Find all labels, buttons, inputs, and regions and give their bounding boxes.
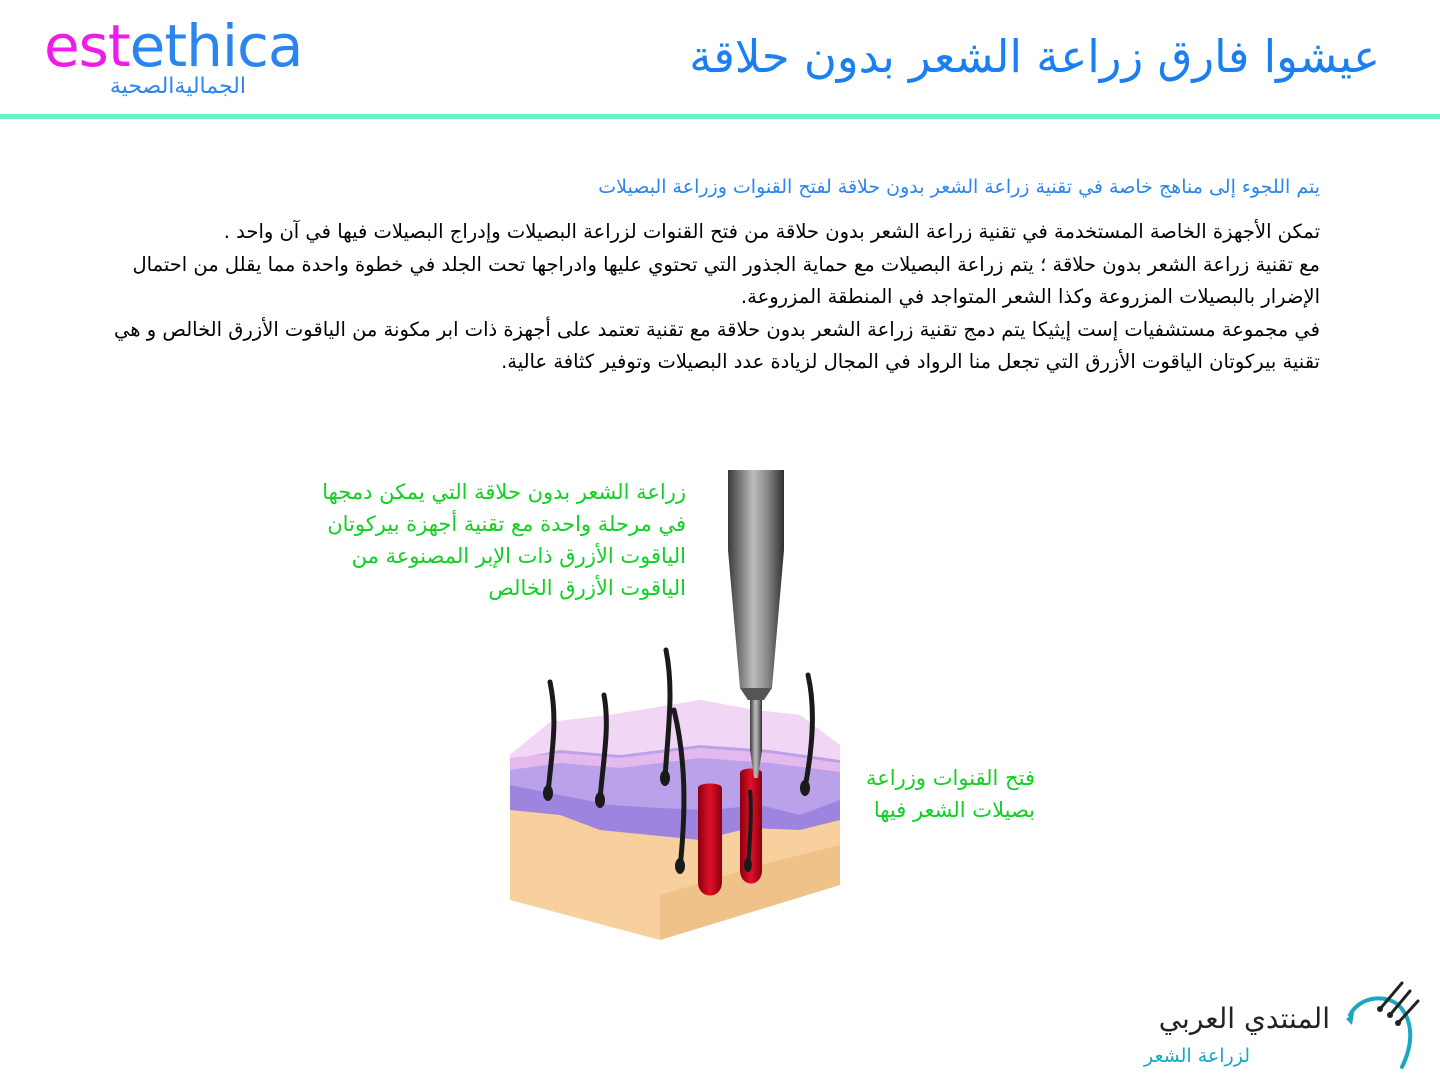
section-subheading: يتم اللجوء إلى مناهج خاصة في تقنية زراعة الشعر بدون حلاقة لفتح القنوات وزراعة البصيلات xyxy=(598,176,1320,198)
page-title: عيشوا فارق زراعة الشعر بدون حلاقة xyxy=(689,30,1380,83)
header-divider xyxy=(0,114,1440,119)
forum-brand-tagline: لزراعة الشعر xyxy=(1144,1045,1250,1067)
body-paragraph: تمكن الأجهزة الخاصة المستخدمة في تقنية زراعة الشعر بدون حلاقة من فتح القنوات لزراعة البصيلات وإدراج البصيلات فيها في آن واحد . xyxy=(223,220,1320,243)
logo-part-1: est xyxy=(44,12,130,80)
body-paragraph: مع تقنية زراعة الشعر بدون حلاقة ؛ يتم زراعة البصيلات مع حماية الجذور التي تحتوي عليها وادراجها تحت الجلد في خطوة واحدة مما يقلل من احتمال الإضرار بالبصيلات المزروعة وكذا الشعر المتواجد في المنطقة المزروعة. xyxy=(132,252,1320,308)
brand-logo xyxy=(44,10,302,82)
hair-implant-illustration xyxy=(500,460,850,950)
illustration-caption-right: فتح القنوات وزراعة بصيلات الشعر فيها xyxy=(866,766,1035,822)
body-text xyxy=(110,216,1320,379)
body-paragraph: في مجموعة مستشفيات إست إيثيكا يتم دمج تقنية زراعة الشعر بدون حلاقة مع تقنية تعتمد على أجهزة ذات ابر مكونة من الياقوت الأزرق الخالص و هي تقنية بيركوتان الياقوت الأزرق التي تجعل منا الرواد في المجال لزيادة عدد البصيلات وتوفير كثافة عالية. xyxy=(113,317,1320,373)
skin-block xyxy=(510,700,840,940)
forum-logo-icon xyxy=(1336,975,1426,1075)
forum-brand-name: المنتدي العربي xyxy=(1158,1002,1330,1035)
logo-subtitle: الجماليةالصحية xyxy=(109,74,246,99)
illustration-caption-top: زراعة الشعر بدون حلاقة التي يمكن دمجها في مرحلة واحدة مع تقنية أجهزة بيركوتان الياقوت الأزرق ذات الإبر المصنوعة من الياقوت الأزرق الخالص xyxy=(322,480,686,600)
logo-part-2: ethica xyxy=(129,12,303,80)
